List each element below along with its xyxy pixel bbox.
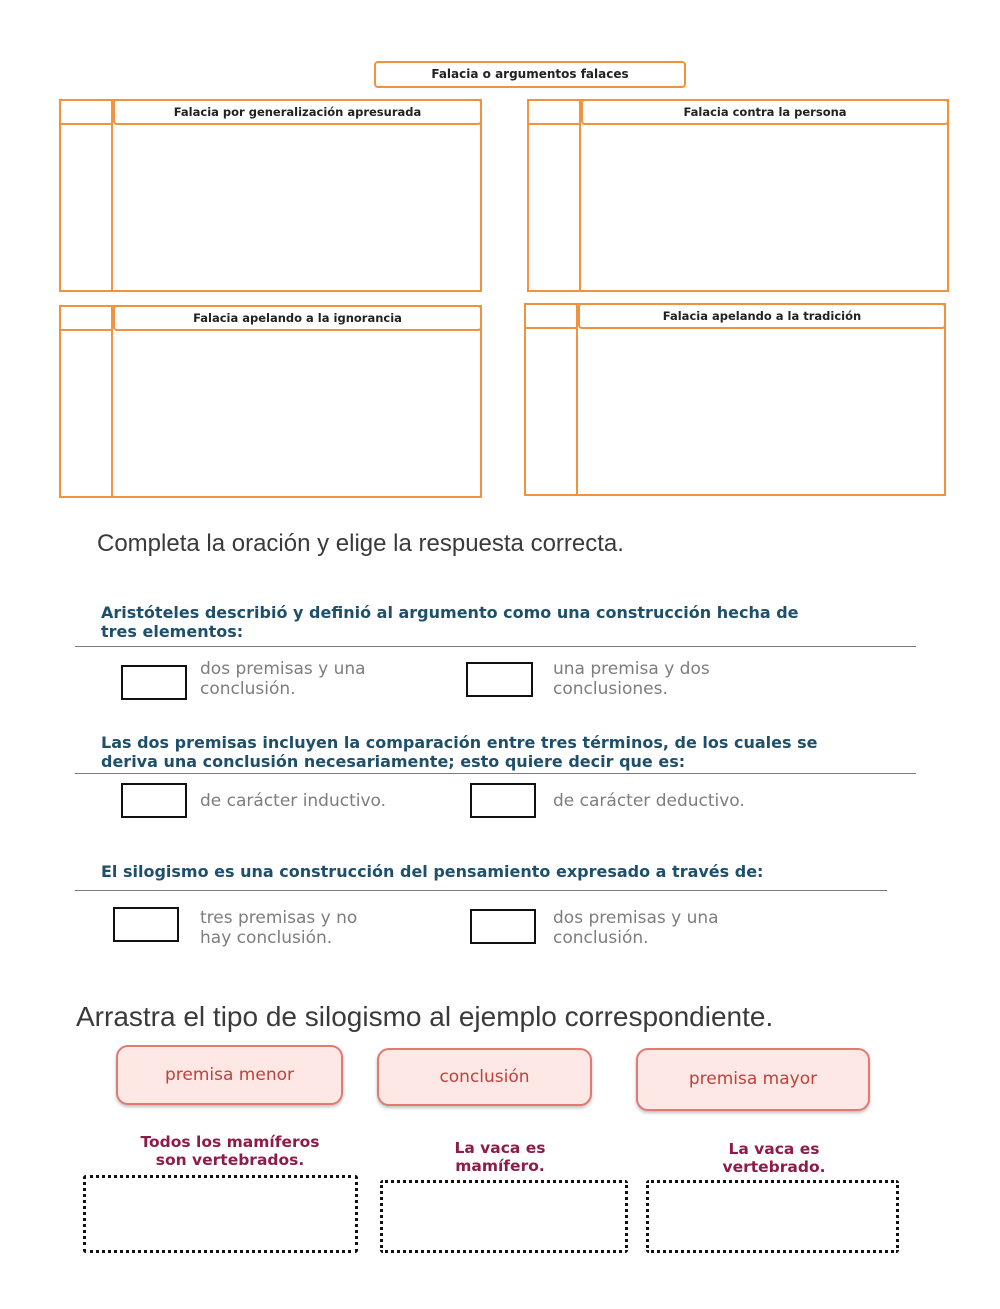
example-3	[674, 1140, 874, 1176]
question-1	[101, 603, 931, 641]
q3-option-2-line-2: conclusión.	[553, 928, 649, 948]
fallacy-box-ignorancia[interactable]	[59, 305, 482, 498]
drop-zone-2[interactable]	[380, 1180, 628, 1253]
q3-option-2-label	[553, 908, 719, 948]
fallacy-box-contra-persona[interactable]	[527, 99, 949, 292]
question-1-rule	[75, 646, 916, 647]
fallacy-box-label: Falacia contra la persona	[581, 99, 949, 125]
fallacy-box-label: Falacia apelando a la ignorancia	[113, 305, 482, 331]
q1-option-1-line-2: conclusión.	[200, 679, 296, 699]
fallacy-box-divider	[61, 123, 113, 125]
example-1-line-1: Todos los mamíferos	[140, 1133, 320, 1151]
fallacy-box-strip	[526, 305, 578, 494]
fallacy-box-divider	[61, 329, 113, 331]
example-2-line-1: La vaca es	[454, 1139, 546, 1157]
checkbox-q1-option-1[interactable]	[121, 665, 187, 700]
fallacy-box-divider	[529, 123, 581, 125]
question-3	[101, 862, 931, 881]
question-3-line-1: El silogismo es una construcción del pensamiento expresado a través de:	[101, 862, 764, 881]
chip-premisa-menor[interactable]: premisa menor	[116, 1045, 343, 1105]
checkbox-q2-option-2[interactable]	[470, 783, 536, 818]
example-2-line-2: mamífero.	[455, 1157, 545, 1175]
q3-option-1-line-1: tres premisas y no	[200, 908, 358, 928]
q1-option-1-label	[200, 659, 366, 699]
fallacy-box-strip	[61, 101, 113, 290]
fallacy-box-strip	[61, 307, 113, 496]
section-heading-drag: Arrastra el tipo de silogismo al ejemplo correspondiente.	[76, 1001, 774, 1032]
checkbox-q1-option-2[interactable]	[466, 662, 533, 697]
question-2	[101, 733, 931, 771]
q1-option-2-line-2: conclusiones.	[553, 679, 668, 699]
fallacy-box-divider	[526, 327, 578, 329]
question-1-line-1: Aristóteles describió y definió al argumento como una construcción hecha de	[101, 603, 799, 622]
section-heading-complete: Completa la oración y elige la respuesta correcta.	[97, 530, 624, 557]
q3-option-1-line-2: hay conclusión.	[200, 928, 333, 948]
fallacy-box-label: Falacia por generalización apresurada	[113, 99, 482, 125]
question-1-line-2: tres elementos:	[101, 622, 244, 641]
example-3-line-1: La vaca es	[728, 1140, 820, 1158]
q3-option-1-label	[200, 908, 357, 948]
q2-option-1-label	[200, 791, 386, 811]
q2-option-1-line-1: de carácter inductivo.	[200, 791, 387, 811]
checkbox-q3-option-2[interactable]	[470, 909, 536, 944]
example-2	[400, 1139, 600, 1175]
q1-option-2-label	[553, 659, 710, 699]
question-2-line-1: Las dos premisas incluyen la comparación entre tres términos, de los cuales se	[101, 733, 818, 752]
q3-option-2-line-1: dos premisas y una	[553, 908, 719, 928]
question-3-rule	[75, 890, 887, 891]
q2-option-2-line-1: de carácter deductivo.	[553, 791, 745, 811]
question-2-rule	[75, 773, 916, 774]
fallacy-box-strip	[529, 101, 581, 290]
fallacy-box-generalizacion[interactable]	[59, 99, 482, 292]
chip-premisa-mayor[interactable]: premisa mayor	[636, 1048, 870, 1111]
checkbox-q3-option-1[interactable]	[113, 907, 179, 942]
q1-option-1-line-1: dos premisas y una	[200, 659, 366, 679]
drop-zone-3[interactable]	[646, 1180, 899, 1253]
q1-option-2-line-1: una premisa y dos	[553, 659, 710, 679]
example-3-line-2: vertebrado.	[722, 1158, 826, 1176]
chip-conclusion[interactable]: conclusión	[377, 1048, 592, 1106]
question-2-line-2: deriva una conclusión necesariamente; esto quiere decir que es:	[101, 752, 686, 771]
fallacy-box-label: Falacia apelando a la tradición	[578, 303, 946, 329]
fallacy-box-tradicion[interactable]	[524, 303, 946, 496]
example-1	[100, 1133, 360, 1169]
drop-zone-1[interactable]	[83, 1175, 358, 1253]
checkbox-q2-option-1[interactable]	[121, 783, 187, 818]
q2-option-2-label	[553, 791, 745, 811]
worksheet-title: Falacia o argumentos falaces	[374, 61, 686, 88]
example-1-line-2: son vertebrados.	[155, 1151, 305, 1169]
